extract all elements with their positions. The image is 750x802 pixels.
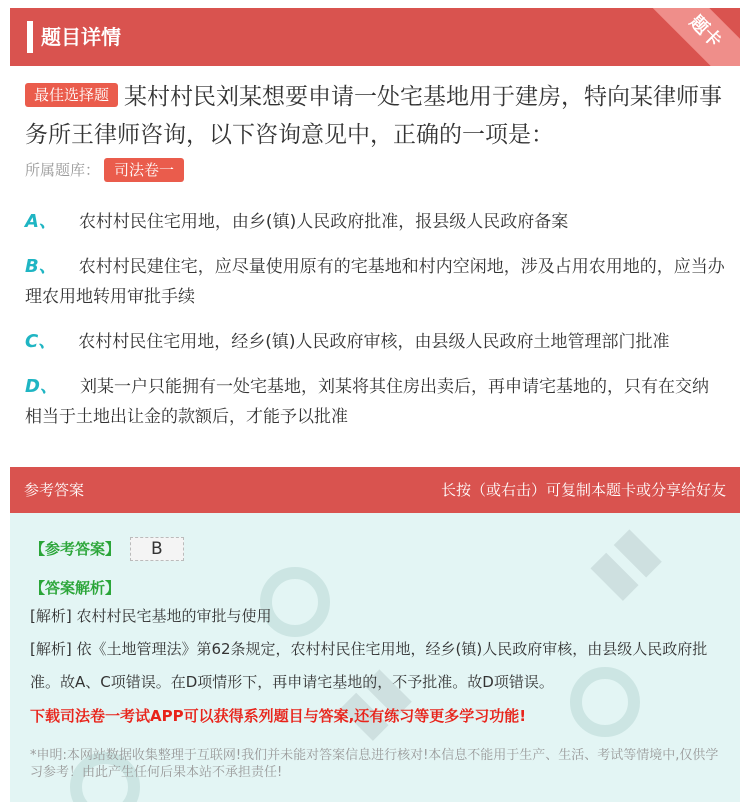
title-bar-accent [27, 21, 33, 53]
copy-share-hint: 长按（或右击）可复制本题卡或分享给好友 [440, 481, 726, 499]
reference-answer-value: B [130, 537, 184, 561]
analysis-line: [解析] 农村村民宅基地的审批与使用 [30, 607, 272, 625]
option-letter: A、 [25, 211, 57, 232]
option-b[interactable] [25, 252, 725, 312]
question-text: 某村村民刘某想要申请一处宅基地用于建房，特向某律师事务所王律师咨询，以下咨询意见中，正确的一项是： [25, 84, 723, 148]
watermark-icon: ▮▮ [324, 653, 422, 751]
reference-answer-row [30, 537, 720, 561]
option-text: 刘某一户只能拥有一处宅基地，刘某将其住房出卖后，再申请宅基地的，只有在交纳相当于土地出让金的款额后，才能予以批准 [25, 377, 709, 427]
option-letter: C、 [25, 331, 57, 352]
analysis-label: 【答案解析】 [30, 579, 121, 597]
option-a[interactable] [25, 207, 725, 237]
answer-header [10, 467, 740, 513]
option-text: 农村村民住宅用地，经乡(镇)人民政府审核，由县级人民政府土地管理部门批准 [78, 332, 670, 352]
question-card-ribbon: 题卡 [645, 8, 740, 66]
answer-body [30, 537, 720, 781]
option-text: 农村村民建住宅，应尽量使用原有的宅基地和村内空闲地，涉及占用农用地的，应当办理农用地转用审批手续 [25, 257, 725, 307]
option-d[interactable] [25, 372, 725, 432]
option-letter: B、 [25, 256, 57, 277]
option-letter: D、 [25, 376, 58, 397]
reference-answer-label: 【参考答案】 [30, 540, 121, 558]
question-bank-row [25, 158, 184, 182]
watermark-icon: ▮▮ [574, 513, 672, 611]
bank-label: 所属题库： [25, 161, 101, 179]
question-stem [25, 78, 725, 154]
analysis-line: [解析] 依《土地管理法》第62条规定，农村村民住宅用地，经乡(镇)人民政府审核，由县级人民政府批准。故A、C项错误。在D项情形下，再申请宅基地的，不予批准。故D项错误。 [30, 640, 708, 691]
bank-tag[interactable]: 司法卷一 [104, 158, 184, 182]
option-text: 农村村民住宅用地，由乡(镇)人民政府批准，报县级人民政府备案 [78, 212, 569, 232]
question-type-badge: 最佳选择题 [25, 83, 118, 107]
option-c[interactable] [25, 327, 725, 357]
answer-header-title: 参考答案 [24, 481, 85, 499]
answer-card[interactable] [10, 467, 740, 802]
option-list [25, 207, 725, 447]
title-header [10, 8, 740, 66]
page-title: 题目详情 [41, 25, 121, 49]
disclaimer: *申明:本网站数据收集整理于互联网!我们并未能对答案信息进行核对!本信息不能用于生产、生活、考试等情境中,仅供学习参考！由此产生任何后果本站不承担责任! [30, 748, 719, 780]
download-app-link[interactable]: 下载司法卷一考试APP可以获得系列题目与答案,还有练习等更多学习功能! [30, 707, 527, 725]
